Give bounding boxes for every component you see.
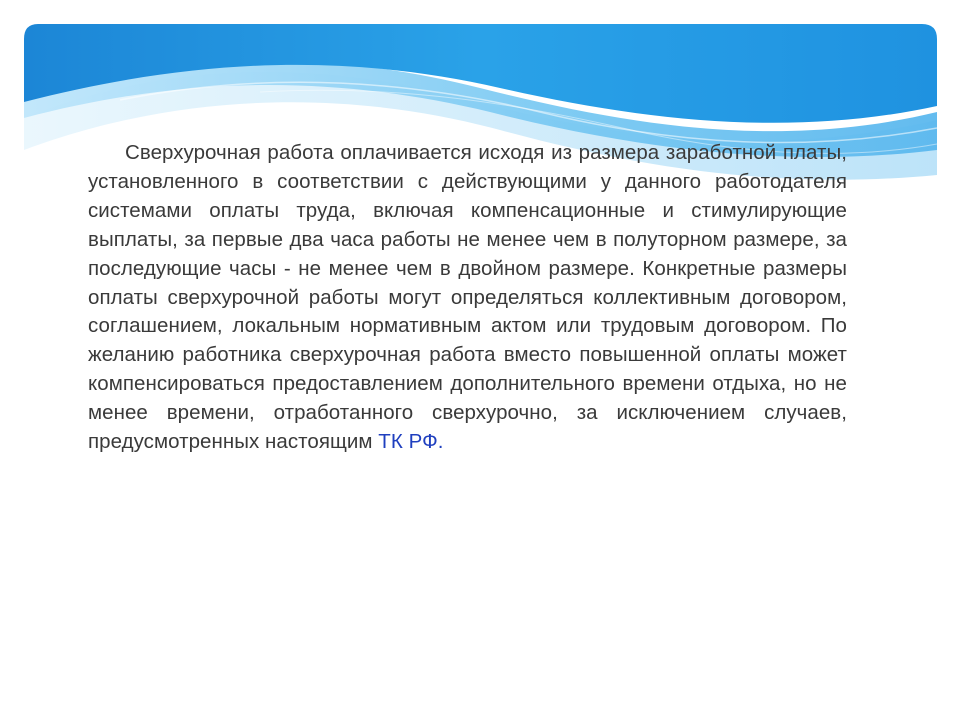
tk-rf-link[interactable]: ТК РФ. [378,430,444,454]
paragraph-text: Сверхурочная работа оплачивается исходя из размера заработной платы, установленного в соответствии с действующими у данного работодателя системами оплаты труда, включая компенсационные и стимулирующие выплаты, за первые два часа работы не менее чем в полуторном размере, за последующие часы - не менее чем в двойном размере. Конкретные размеры оплаты сверхурочной работы могут определяться коллективным договором, соглашением, локальным нормативным актом или трудовым договором. По желанию работника сверхурочная работа вместо повышенной оплаты может компенсироваться предоставлением дополнительного времени отдыха, но не менее времени, отработанного сверхурочно, за исключением случаев, предусмотренных настоящим [88,141,847,454]
main-paragraph [88,139,847,457]
